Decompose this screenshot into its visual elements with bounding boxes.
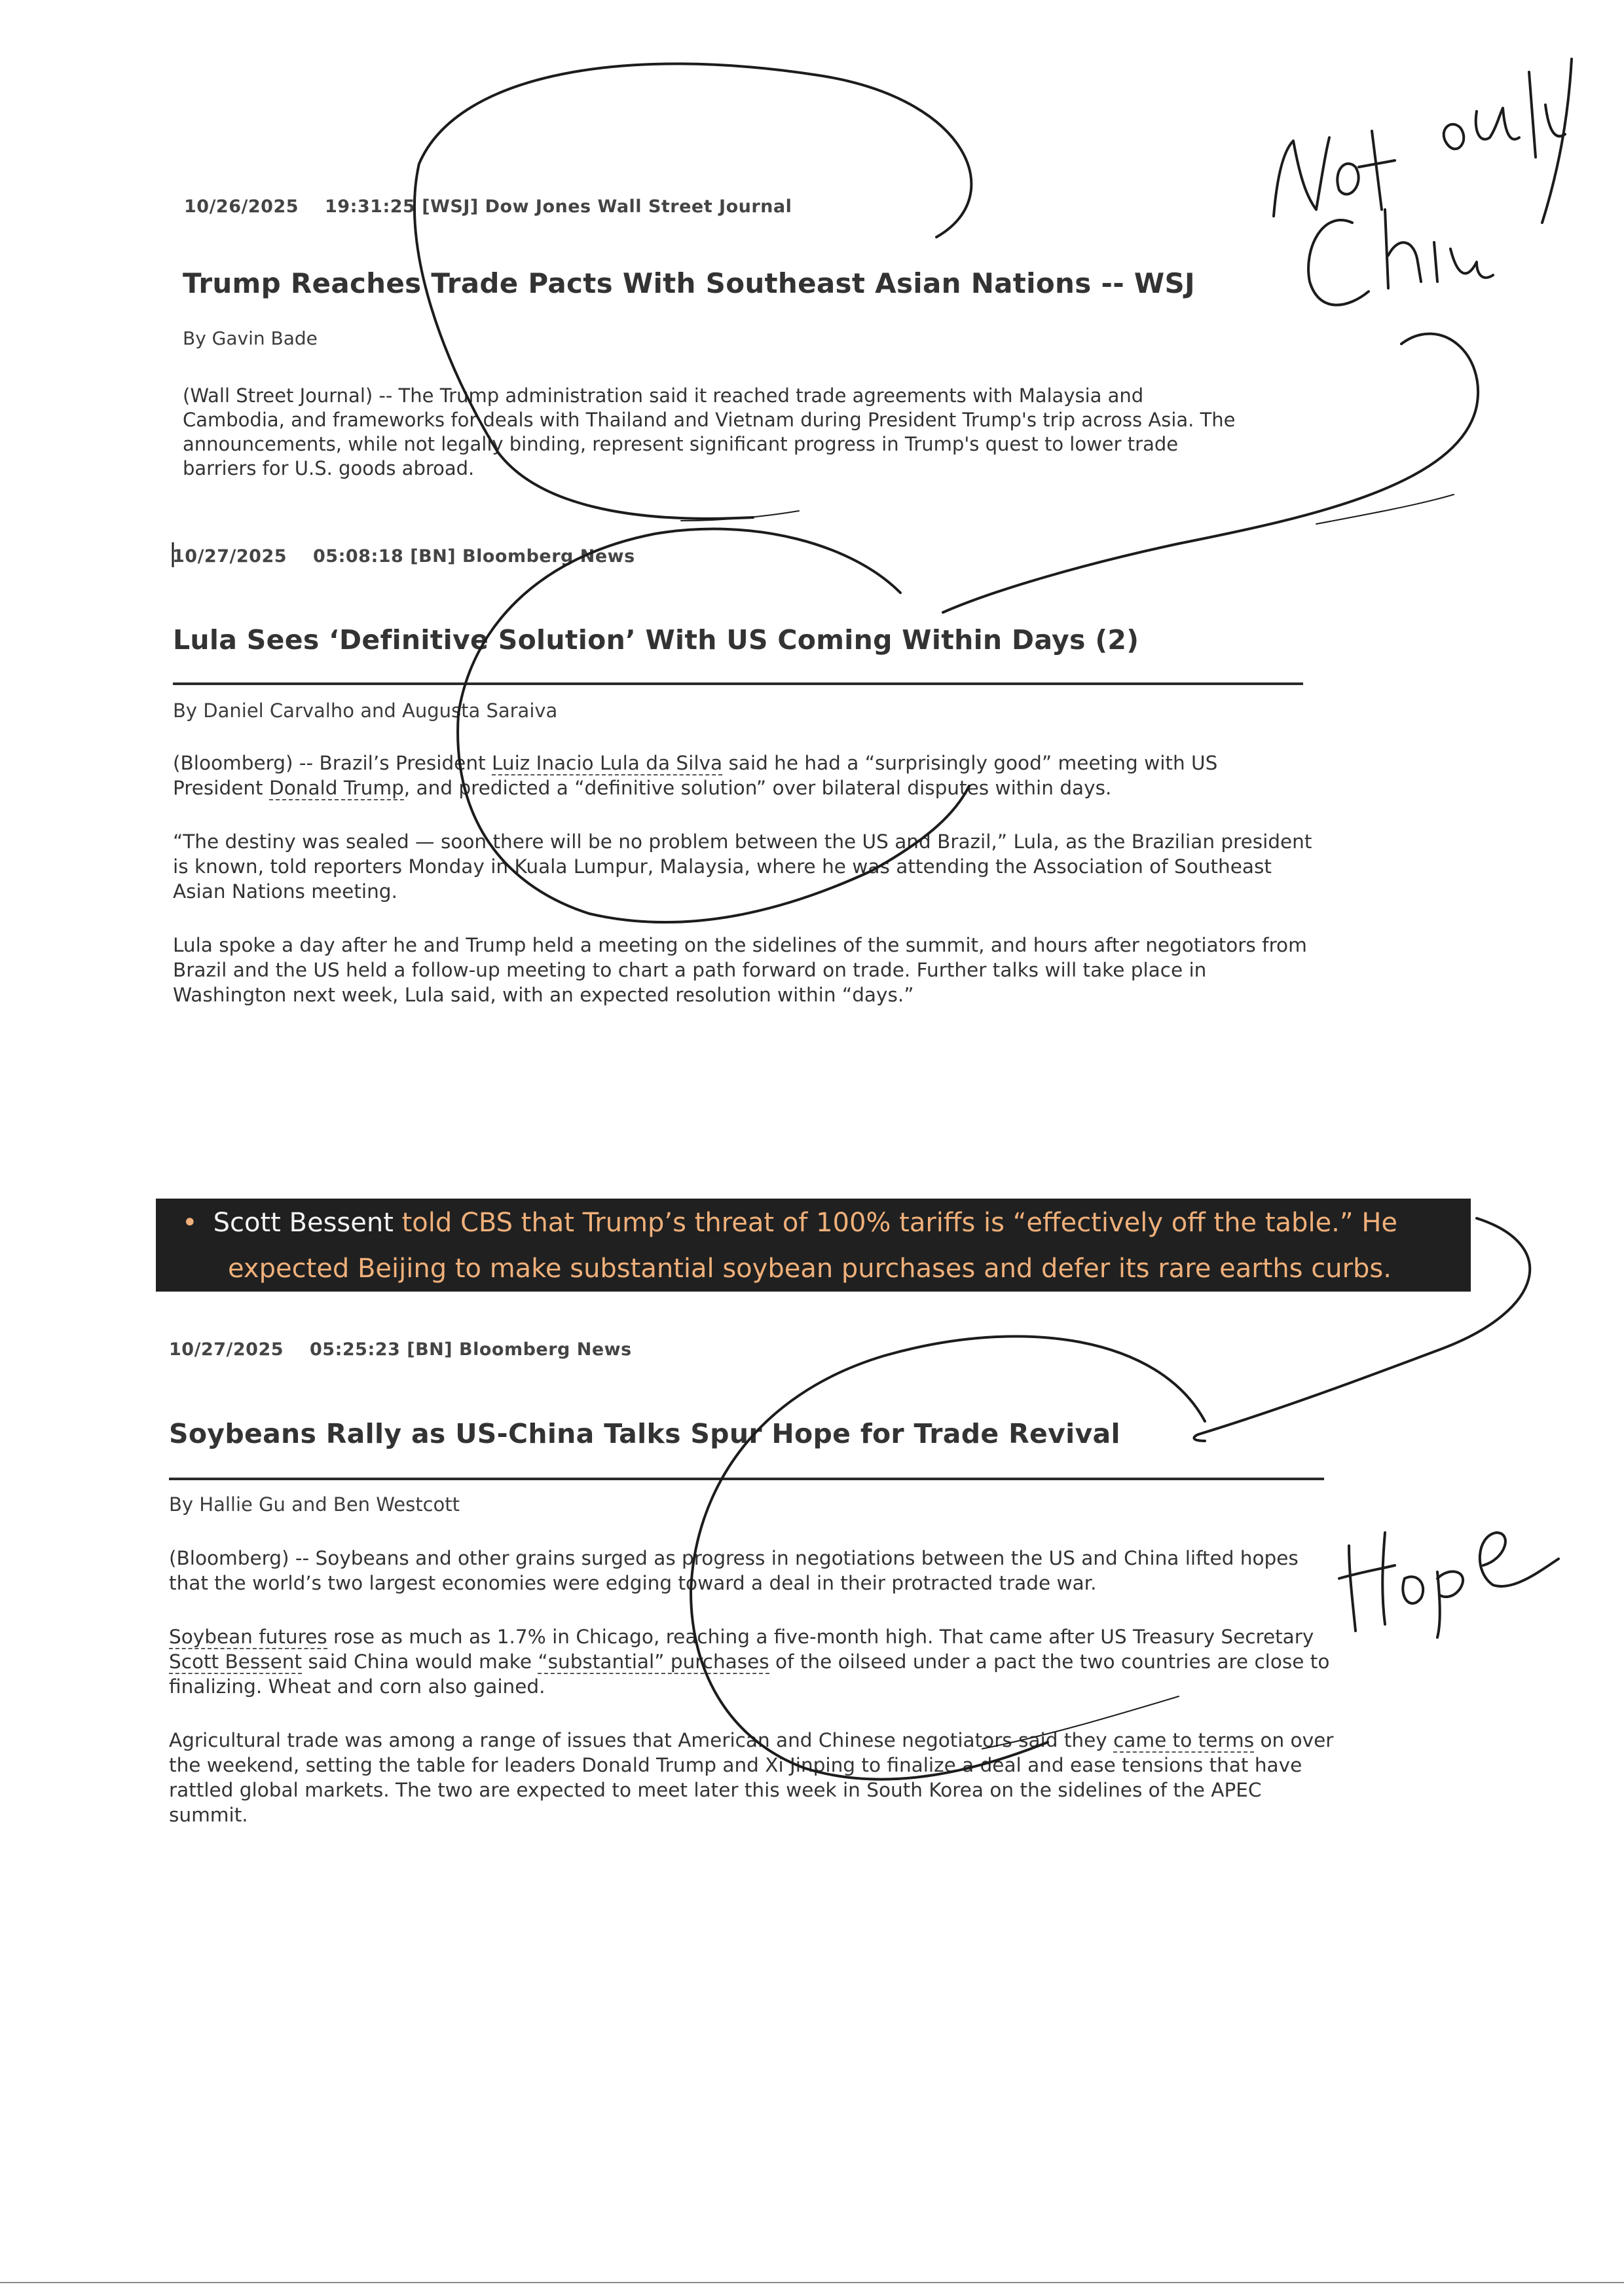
article3-body <box>169 1546 1335 1856</box>
article3-meta <box>169 1339 632 1360</box>
article2-paragraph-1: (Bloomberg) -- Brazil’s President Luiz Inacio Lula da Silva said he had a “surprisingly good” meeting with US President Donald Trump, and predicted a “definitive solution” over bilateral disputes within days. <box>173 752 1218 799</box>
highlight-line-2: expected Beijing to make substantial soybean purchases and defer its rare earths curbs. <box>228 1254 1392 1284</box>
link-donald-trump[interactable]: Donald Trump <box>268 777 404 799</box>
article1-time: 19:31:25 <box>325 196 416 217</box>
article2-body <box>173 751 1312 1036</box>
article1-date: 10/26/2025 <box>184 196 299 217</box>
article3-source: [BN] Bloomberg News <box>407 1339 632 1360</box>
article3-time: 05:25:23 <box>310 1339 401 1360</box>
handwriting-not-only-china <box>1274 59 1572 305</box>
link-luiz-inacio-lula-da-silva[interactable]: Luiz Inacio Lula da Silva <box>491 752 723 774</box>
article2-meta <box>172 546 635 567</box>
link-scott-bessent[interactable]: Scott Bessent <box>169 1651 303 1673</box>
bullet-icon: • <box>182 1208 198 1238</box>
article2-paragraph-2: “The destiny was sealed — soon there will be no problem between the US and Brazil,” Lula, as the Brazilian president is known, told reporters Monday in Kuala Lumpur, Malaysia, where he was attending the Association of Southeast Asian Nations meeting. <box>173 830 1312 903</box>
article1-meta <box>184 196 792 217</box>
highlight-line-1 <box>182 1200 1445 1246</box>
link-soybean-futures[interactable]: Soybean futures <box>169 1626 327 1648</box>
scan-edge-line <box>0 2282 1624 2283</box>
article2-source: [BN] Bloomberg News <box>410 546 635 567</box>
article2-headline: Lula Sees ‘Definitive Solution’ With US Coming Within Days (2) <box>173 624 1139 656</box>
article2-rule <box>173 682 1303 685</box>
article2-paragraph-3: Lula spoke a day after he and Trump held a meeting on the sidelines of the summit, and hours after negotiators from Brazil and the US held a follow-up meeting to chart a path forward on trade. Further talks will take place in Washington next week, Lula said, with an expected resolution within “days.” <box>173 934 1307 1006</box>
article1-line: Cambodia, and frameworks for deals with Thailand and Vietnam during President Trump's trip across Asia. The <box>183 409 1236 431</box>
article1-headline: Trump Reaches Trade Pacts With Southeast Asian Nations -- WSJ <box>183 267 1195 299</box>
article1-byline: By Gavin Bade <box>183 327 318 349</box>
link-came-to-terms[interactable]: came to terms <box>1113 1729 1255 1751</box>
article1-source: [WSJ] Dow Jones Wall Street Journal <box>422 196 792 217</box>
highlight-text-1: told CBS that Trump’s threat of 100% tariffs is “effectively off the table.” He <box>393 1208 1398 1238</box>
article3-paragraph-2: Soybean futures rose as much as 1.7% in Chicago, reaching a five-month high. That came after US Treasury Secretary Scott Bessent said China would make “substantial” purchases of the oilseed under a pact the two countries are close to finalizing. Wheat and corn also gained. <box>169 1626 1330 1698</box>
article3-paragraph-1: (Bloomberg) -- Soybeans and other grains surged as progress in negotiations between the US and China lifted hopes that the world’s two largest economies were edging toward a deal in their protracted trade war. <box>169 1547 1299 1594</box>
article3-rule <box>169 1478 1324 1480</box>
article2-byline: By Daniel Carvalho and Augusta Saraiva <box>173 700 558 722</box>
link-substantial-purchases[interactable]: “substantial” purchases <box>538 1651 769 1673</box>
article1-line: barriers for U.S. goods abroad. <box>183 457 475 479</box>
handwriting-hope <box>1339 1533 1559 1637</box>
article3-paragraph-3: Agricultural trade was among a range of issues that American and Chinese negotiators said they came to terms on over the weekend, setting the table for leaders Donald Trump and Xi Jinping to finalize a deal and ease tensions that have rattled global markets. The two are expected to meet later this week in South Korea on the sidelines of the APEC summit. <box>169 1729 1334 1826</box>
article3-byline: By Hallie Gu and Ben Westcott <box>169 1493 460 1516</box>
article2-time: 05:08:18 <box>313 546 404 567</box>
highlight-box <box>156 1199 1471 1292</box>
article2-date: 10/27/2025 <box>172 546 287 567</box>
ink-trail <box>1316 494 1454 524</box>
article1-line: announcements, while not legally binding, represent significant progress in Trump's quest to lower trade <box>183 433 1179 455</box>
ink-trail <box>681 511 799 521</box>
article3-date: 10/27/2025 <box>169 1339 284 1360</box>
article1-body <box>183 384 1335 481</box>
highlight-name: Scott Bessent <box>213 1208 394 1238</box>
article1-line: (Wall Street Journal) -- The Trump administration said it reached trade agreements with Malaysia and <box>183 384 1144 407</box>
article3-headline: Soybeans Rally as US-China Talks Spur Hope for Trade Revival <box>169 1418 1120 1449</box>
